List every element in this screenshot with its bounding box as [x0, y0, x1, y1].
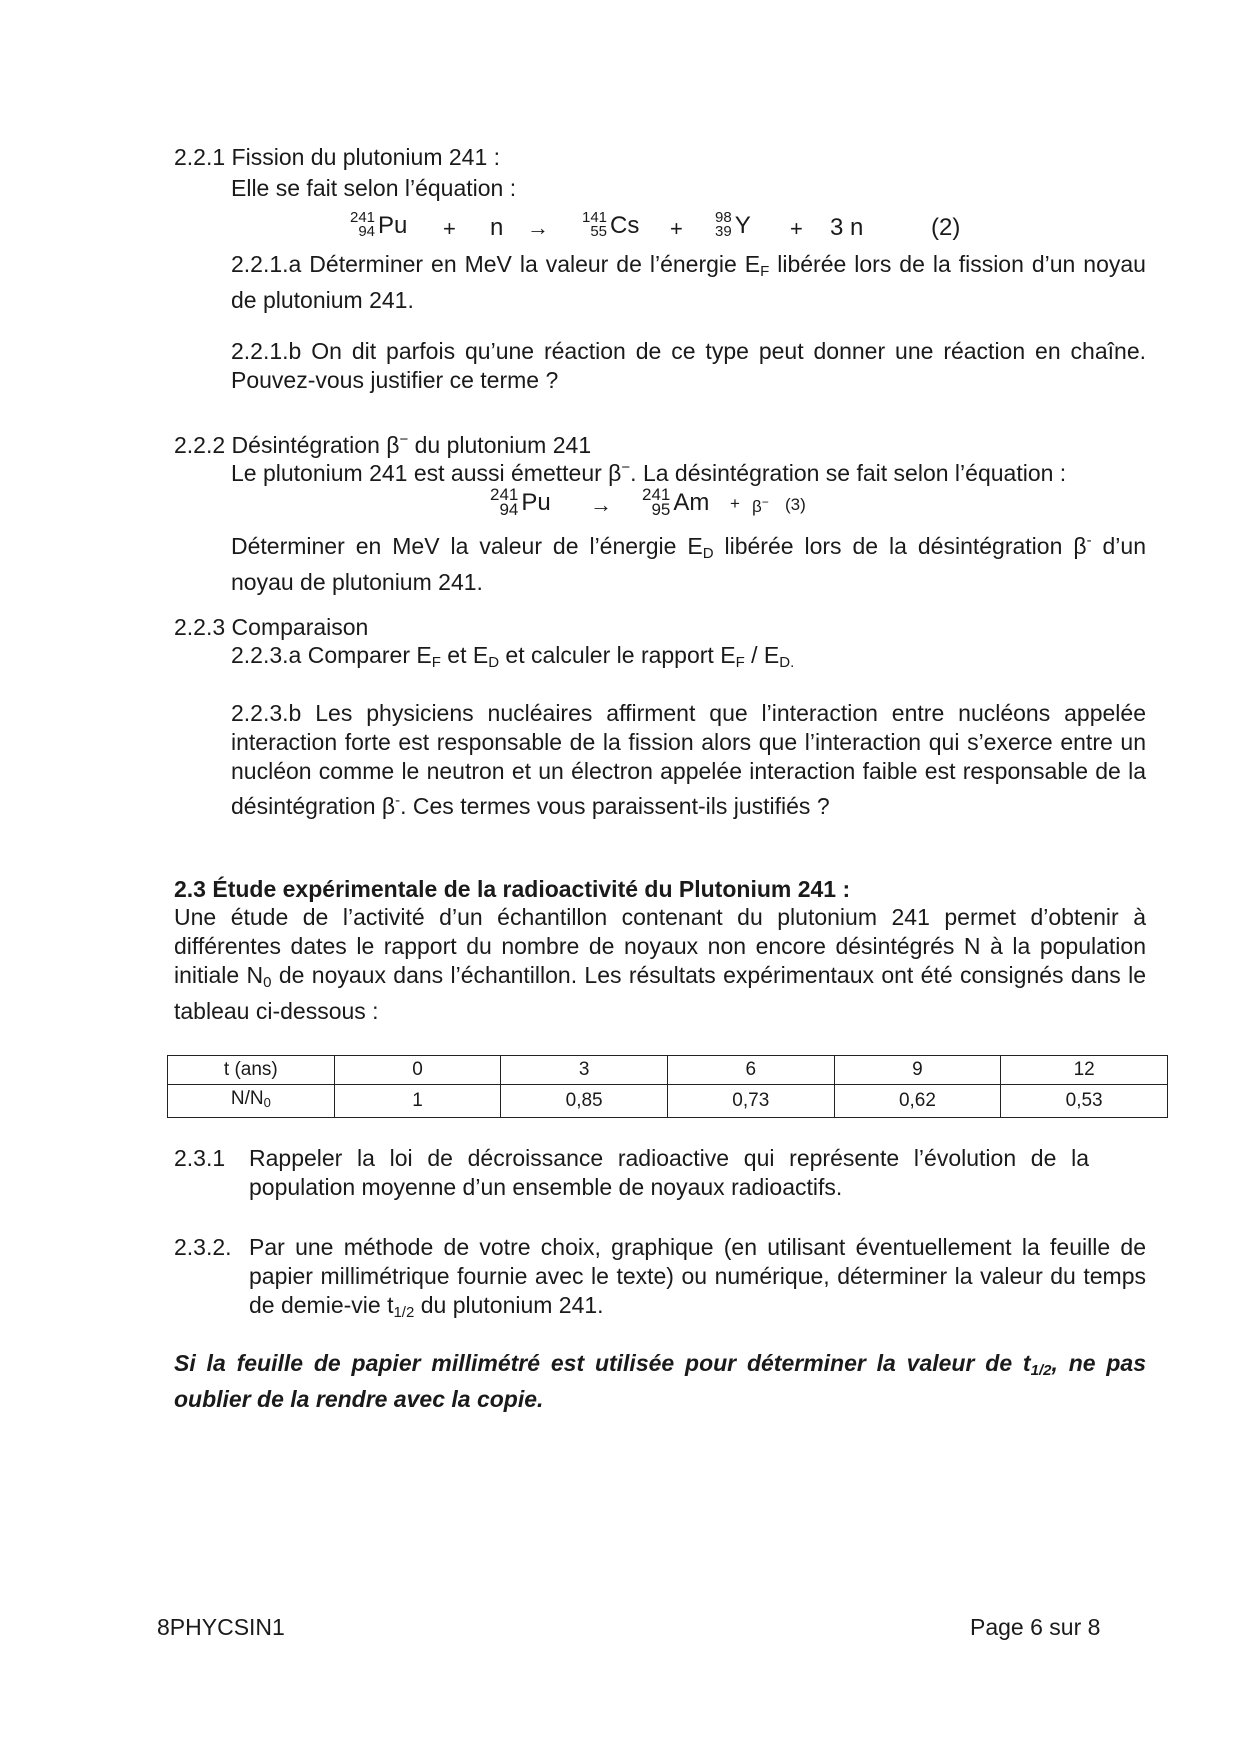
beta-particle: β−: [752, 495, 769, 516]
section-2-2-1-heading: 2.2.1 Fission du plutonium 241 :: [174, 144, 501, 170]
results-table: [167, 1055, 1168, 1118]
question-2-2-2: Déterminer en MeV la valeur de l’énergie $E_D$ libérée lors de la désintégration β- d’un noyau de plutonium 241.: [231, 532, 1146, 595]
table-row: [168, 1085, 1168, 1118]
arrow-icon: →: [527, 215, 549, 240]
pu-nuclide: 241 94: [490, 485, 519, 519]
three-neutrons: 3 n: [830, 214, 864, 241]
table-cell: 12: [1001, 1056, 1168, 1085]
pu-nuclide: 241 94: [350, 208, 376, 240]
table-cell: 0,85: [501, 1085, 668, 1118]
plus-sign: +: [730, 494, 740, 513]
table-cell: 0: [334, 1056, 501, 1085]
section-2-2-1-intro: Elle se fait selon l’équation :: [231, 175, 517, 201]
table-cell: 3: [501, 1056, 668, 1085]
table-row: [168, 1056, 1168, 1085]
question-2-3-1-number: 2.3.1: [174, 1145, 226, 1171]
table-cell: 0,62: [834, 1085, 1001, 1118]
beta-equation: [490, 485, 850, 523]
millimetre-paper-note: Si la feuille de papier millimétré est utilisée pour déterminer la valeur de $t_{1/2}$, ne pas oublier de la rendre avec la copie.: [174, 1350, 1146, 1412]
table-cell: 9: [834, 1056, 1001, 1085]
question-2-2-3-b: 2.2.3.b Les physiciens nucléaires affirment que l’interaction entre nucléons appelée interaction forte est responsable de la fission alors que l’interaction qui s’exerce entre un nucléon comme le neutron et un électron appelée interaction faible est responsable de la désintégration β-. Ces termes vous paraissent-ils justifiés ?: [231, 700, 1146, 819]
section-2-2-3-heading: 2.2.3 Comparaison: [174, 614, 369, 640]
section-2-2-2-heading: 2.2.2 Désintégration β− du plutonium 241: [174, 431, 592, 458]
equation-label: (2): [931, 214, 961, 241]
section-2-2-2-intro: Le plutonium 241 est aussi émetteur β−. La désintégration se fait selon l’équation :: [231, 459, 1067, 486]
arrow-icon: →: [590, 492, 612, 517]
cs-symbol: Cs: [610, 212, 640, 239]
am-symbol: Am: [673, 489, 710, 517]
am-nuclide: 241 95: [642, 485, 671, 519]
y-symbol: Y: [734, 212, 751, 239]
question-2-3-2-number: 2.3.2.: [174, 1234, 232, 1260]
document-code: 8PHYCSIN1: [157, 1614, 285, 1640]
table-cell: 0,53: [1001, 1085, 1168, 1118]
question-2-3-1-text: Rappeler la loi de décroissance radioactive qui représente l’évolution de la population moyenne d’un ensemble de noyaux radioactifs.: [249, 1145, 1089, 1200]
question-2-2-1-a: 2.2.1.a Déterminer en MeV la valeur de l’énergie $E_F$ libérée lors de la fission d’un noyau de plutonium 241.: [231, 251, 1146, 313]
question-2-2-1-b: 2.2.1.b On dit parfois qu’une réaction de ce type peut donner une réaction en chaîne. Pouvez-vous justifier ce terme ?: [231, 338, 1146, 393]
plus-sign: +: [790, 216, 803, 241]
question-2-3-2-text: Par une méthode de votre choix, graphique (en utilisant éventuellement la feuille de papier millimétrique fournie avec le texte) ou numérique, déterminer la valeur du temps de demie-vie $t_{1/2}$ du plutonium 241.: [249, 1234, 1146, 1321]
table-cell: 6: [667, 1056, 834, 1085]
equation-label: (3): [785, 495, 806, 514]
plus-sign: +: [443, 216, 456, 241]
section-2-3-paragraph: Une étude de l’activité d’un échantillon contenant du plutonium 241 permet d’obtenir à différentes dates le rapport du nombre de noyaux non encore désintégrés N à la population initiale $N_0$ de noyaux dans l’échantillon. Les résultats expérimentaux ont été consignés dans le tableau ci-dessous :: [174, 904, 1146, 1024]
section-2-3-heading: 2.3 Étude expérimentale de la radioactivité du Plutonium 241 :: [174, 876, 851, 902]
y-nuclide: 98 39: [715, 208, 732, 240]
pu-symbol: Pu: [521, 489, 551, 517]
cs-nuclide: 141 55: [582, 208, 608, 240]
table-cell: 1: [334, 1085, 501, 1118]
question-2-2-3-a: 2.2.3.a Comparer $E_F$ et $E_D$ et calculer le rapport $E_F / E_{D.}$: [231, 642, 795, 671]
table-header-cell: N/N0: [168, 1085, 335, 1118]
table-header-cell: t (ans): [168, 1056, 335, 1085]
table-cell: 0,73: [667, 1085, 834, 1118]
neutron: n: [490, 214, 504, 241]
fission-equation: [350, 208, 970, 246]
page-number: Page 6 sur 8: [970, 1614, 1101, 1640]
plus-sign: +: [670, 216, 683, 241]
pu-symbol: Pu: [378, 212, 408, 239]
